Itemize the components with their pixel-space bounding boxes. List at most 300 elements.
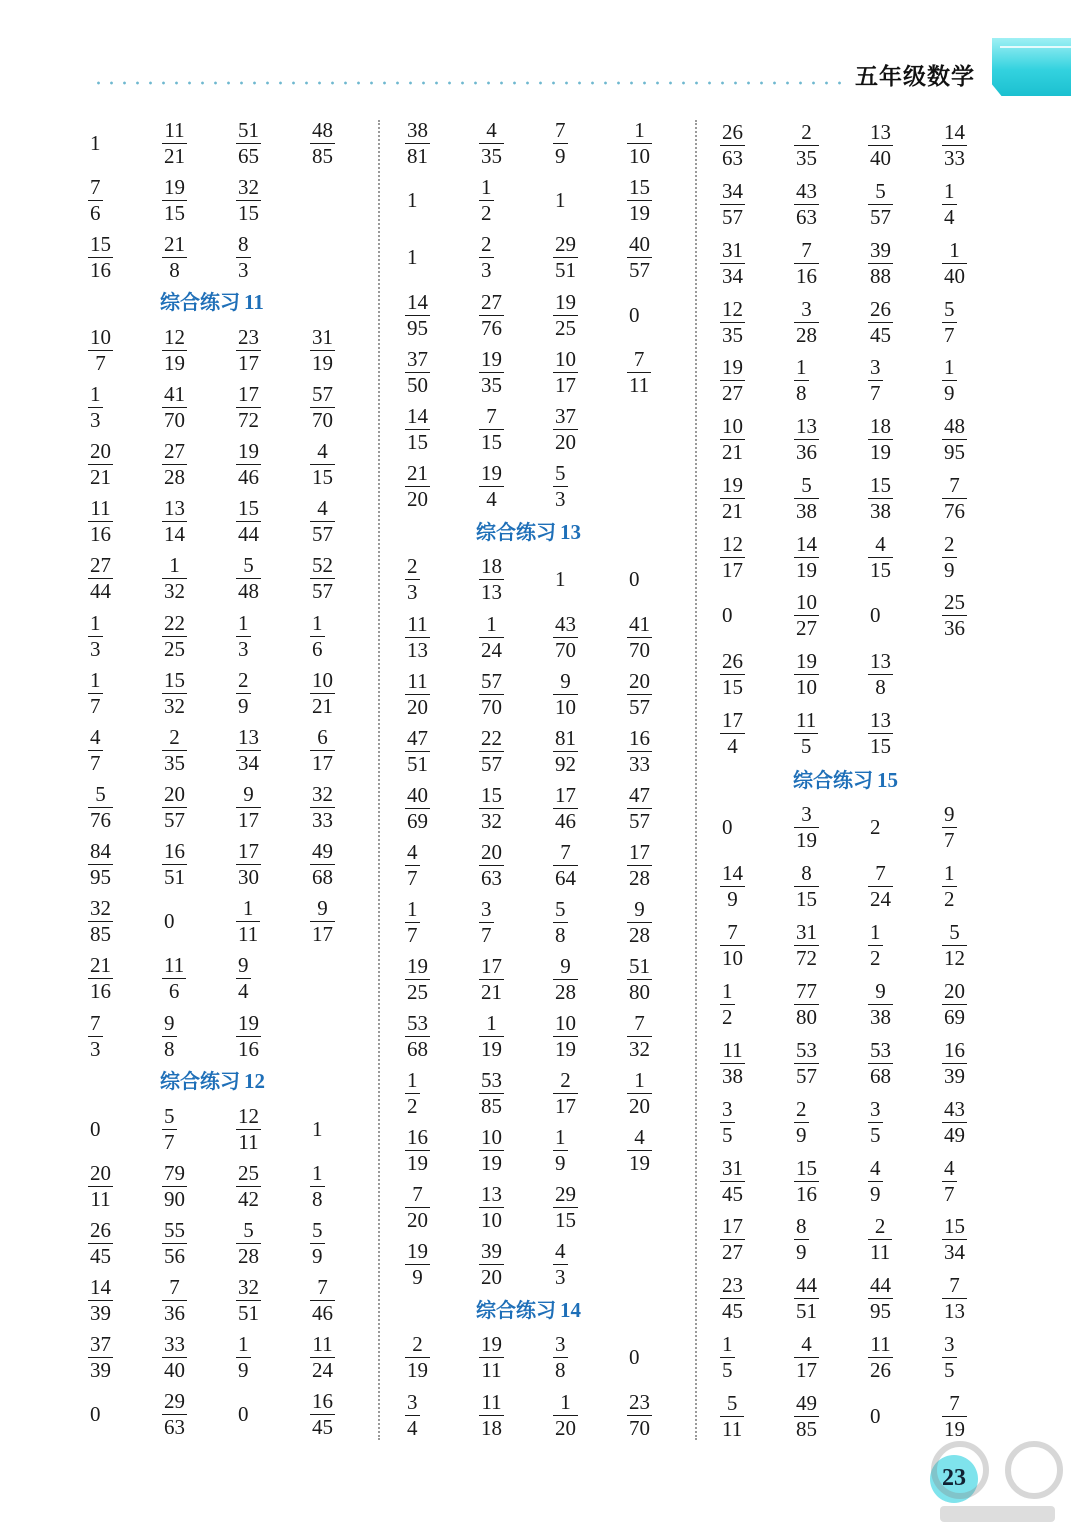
numerator: 53 [870, 1037, 891, 1062]
answer-cell [236, 1275, 296, 1325]
answer-cell [553, 1390, 613, 1440]
numerator: 84 [90, 838, 111, 863]
numerator: 26 [722, 119, 743, 144]
answer-row [720, 179, 1010, 229]
answer-cell [162, 839, 222, 889]
answer-cell [162, 382, 222, 432]
denominator: 16 [90, 521, 111, 546]
answer-cell [794, 1214, 854, 1264]
answer-cell [236, 118, 296, 168]
answer-cell [553, 461, 613, 511]
numerator: 32 [90, 895, 111, 920]
numerator: 38 [407, 117, 428, 142]
answer-cell [479, 554, 539, 604]
answer-cell [479, 461, 539, 511]
numerator: 44 [870, 1272, 891, 1297]
answer-cell [720, 920, 780, 970]
fraction [479, 953, 504, 1004]
answer-cell [162, 1389, 222, 1439]
fraction [310, 438, 335, 489]
denominator: 38 [722, 1063, 743, 1088]
numerator: 10 [481, 1124, 502, 1149]
numerator: 21 [407, 460, 428, 485]
answer-cell [405, 461, 465, 511]
numerator: 2 [801, 119, 812, 144]
numerator: 2 [238, 667, 249, 692]
fraction [88, 381, 103, 432]
fraction [720, 707, 745, 758]
numerator: 9 [243, 781, 254, 806]
fraction [868, 178, 893, 229]
denominator: 21 [481, 979, 502, 1004]
numerator: 11 [407, 668, 428, 693]
answer-cell [479, 612, 539, 662]
denominator: 57 [796, 1063, 817, 1088]
answer-row [720, 920, 1010, 970]
numerator: 3 [481, 896, 492, 921]
denominator: 28 [629, 922, 650, 947]
denominator: 15 [481, 429, 502, 454]
numerator: 18 [870, 413, 891, 438]
numerator: 7 [555, 117, 566, 142]
answer-row [405, 897, 695, 947]
denominator: 45 [90, 1243, 111, 1268]
numerator: 7 [801, 237, 812, 262]
numerator: 37 [555, 403, 576, 428]
numerator: 21 [90, 952, 111, 977]
fraction [627, 174, 652, 225]
answer-cell [236, 232, 296, 282]
answer-cell [794, 1332, 854, 1382]
fraction [162, 667, 187, 718]
denominator: 2 [870, 945, 881, 970]
fraction [88, 1331, 113, 1382]
numerator: 7 [169, 1274, 180, 1299]
answer-cell [310, 1161, 370, 1211]
numerator: 11 [164, 952, 185, 977]
denominator: 39 [90, 1357, 111, 1382]
numerator: 4 [90, 724, 101, 749]
answer-row [405, 404, 695, 454]
answer-cell [553, 669, 613, 719]
numerator: 16 [312, 1388, 333, 1413]
answer-cell [405, 726, 465, 776]
fraction [942, 919, 967, 970]
numerator: 7 [633, 346, 645, 371]
answer-cell [942, 979, 1002, 1029]
fraction [720, 1096, 735, 1147]
answer-cell [720, 120, 780, 170]
numerator: 9 [560, 953, 571, 978]
denominator: 51 [164, 864, 185, 889]
answer-cell [88, 1161, 148, 1211]
fraction [553, 1067, 578, 1118]
answer-cell [794, 802, 854, 852]
fraction [405, 403, 430, 454]
denominator: 70 [555, 637, 576, 662]
numerator: 5 [726, 1390, 738, 1415]
numerator: 8 [796, 1213, 807, 1238]
fraction [479, 460, 504, 511]
numerator: 5 [801, 472, 812, 497]
numerator: 21 [164, 231, 185, 256]
fraction [720, 237, 745, 288]
fraction [868, 1331, 893, 1382]
numerator: 5 [243, 1217, 254, 1242]
answer-cell [236, 1389, 296, 1439]
answer-cell [794, 532, 854, 582]
fraction [479, 839, 504, 890]
answer-cell [720, 355, 780, 405]
numerator: 37 [407, 346, 428, 371]
whole-number: 1 [407, 187, 418, 212]
answer-cell [553, 612, 613, 662]
answer-cell [942, 1273, 1002, 1323]
answer-cell [236, 1218, 296, 1268]
answer-cell [942, 355, 1002, 405]
denominator: 9 [555, 143, 566, 168]
denominator: 7 [90, 750, 101, 775]
answer-row [88, 896, 378, 946]
numerator: 13 [796, 413, 817, 438]
fraction [942, 801, 957, 852]
denominator: 95 [944, 439, 965, 464]
page-number: 23 [942, 1465, 966, 1491]
fraction [405, 460, 430, 511]
answer-cell [942, 179, 1002, 229]
denominator: 21 [164, 143, 185, 168]
answer-cell [479, 1390, 539, 1440]
denominator: 26 [870, 1357, 891, 1382]
answer-cell [868, 1038, 928, 1088]
answer-row [720, 1332, 1010, 1382]
fraction [479, 117, 504, 168]
answer-row [720, 802, 1010, 852]
fraction [162, 381, 187, 432]
denominator: 20 [407, 694, 428, 719]
answer-cell [553, 783, 613, 833]
denominator: 20 [481, 1264, 502, 1289]
answer-cell [236, 725, 296, 775]
numerator: 4 [317, 495, 328, 520]
answer-cell [310, 668, 370, 718]
denominator: 57 [629, 257, 650, 282]
numerator: 81 [555, 725, 576, 750]
fraction [553, 839, 578, 890]
numerator: 1 [238, 610, 249, 635]
fraction [868, 119, 893, 170]
fraction [794, 707, 818, 758]
denominator: 20 [555, 1415, 576, 1440]
numerator: 1 [90, 610, 101, 635]
fraction [88, 952, 113, 1003]
numerator: 14 [944, 119, 965, 144]
denominator: 35 [481, 143, 502, 168]
answer-cell [720, 1038, 780, 1088]
numerator: 20 [481, 839, 502, 864]
fraction [794, 413, 819, 464]
fraction [553, 896, 568, 947]
denominator: 21 [90, 464, 111, 489]
numerator: 11 [164, 117, 185, 142]
fraction [794, 119, 819, 170]
answer-cell [868, 590, 928, 640]
fraction [405, 839, 420, 890]
fraction [868, 237, 893, 288]
answer-row [88, 325, 378, 375]
denominator: 69 [407, 808, 428, 833]
denominator: 3 [238, 257, 249, 282]
fraction [479, 1181, 504, 1232]
answer-cell [479, 404, 539, 454]
numerator: 5 [95, 781, 106, 806]
fraction [942, 860, 957, 911]
denominator: 36 [164, 1300, 185, 1325]
numerator: 9 [238, 952, 249, 977]
answer-cell [553, 726, 613, 776]
denominator: 63 [164, 1414, 185, 1439]
numerator: 1 [486, 1010, 497, 1035]
answer-cell [162, 782, 222, 832]
numerator: 13 [870, 648, 891, 673]
denominator: 6 [162, 978, 186, 1002]
answer-cell [405, 897, 465, 947]
fraction [162, 1388, 187, 1439]
fraction [553, 231, 578, 282]
numerator: 43 [944, 1096, 965, 1121]
answer-cell [627, 954, 687, 1004]
answer-cell [868, 532, 928, 582]
answer-cell [236, 553, 296, 603]
answer-cell [868, 179, 928, 229]
fraction [162, 324, 187, 375]
answer-row [88, 782, 378, 832]
fraction [236, 667, 251, 718]
numerator: 40 [407, 782, 428, 807]
answer-row [405, 554, 695, 604]
numerator: 43 [796, 178, 817, 203]
fraction [162, 174, 187, 225]
answer-cell [627, 783, 687, 833]
answer-cell [942, 590, 1002, 640]
denominator: 27 [796, 615, 817, 640]
numerator: 17 [722, 1213, 743, 1238]
numerator: 19 [164, 174, 185, 199]
answer-cell [868, 861, 928, 911]
fraction [942, 1390, 967, 1441]
numerator: 19 [407, 953, 428, 978]
answer-cell [868, 708, 928, 758]
denominator: 4 [407, 1415, 418, 1440]
denominator: 3 [481, 257, 492, 282]
fraction [794, 589, 819, 640]
denominator: 21 [722, 439, 743, 464]
column-divider-1 [378, 120, 380, 1440]
denominator: 9 [405, 1264, 430, 1288]
answer-cell [479, 783, 539, 833]
denominator: 5 [794, 733, 818, 757]
fraction [627, 896, 652, 947]
fraction [236, 1274, 261, 1325]
fraction [553, 1331, 568, 1382]
denominator: 64 [555, 865, 576, 890]
denominator: 10 [481, 1207, 502, 1232]
fraction [627, 231, 652, 282]
answer-cell [405, 612, 465, 662]
fraction [236, 610, 251, 661]
answer-cell [720, 179, 780, 229]
answer-cell [794, 1097, 854, 1147]
denominator: 38 [870, 498, 891, 523]
numerator: 14 [90, 1274, 111, 1299]
fraction [405, 611, 430, 662]
answer-cell [162, 611, 222, 661]
answer-cell [942, 297, 1002, 347]
answer-cell [405, 175, 465, 225]
fraction [942, 978, 967, 1029]
denominator: 72 [238, 407, 259, 432]
answer-cell [868, 1332, 928, 1382]
numerator: 10 [722, 413, 743, 438]
answer-row [405, 118, 695, 168]
answer-cell [627, 1011, 687, 1061]
numerator: 2 [412, 1331, 423, 1356]
fraction [88, 838, 113, 889]
denominator: 17 [555, 1093, 576, 1118]
denominator: 15 [796, 886, 817, 911]
denominator: 9 [796, 1239, 807, 1264]
denominator: 17 [312, 750, 333, 775]
numerator: 27 [481, 289, 502, 314]
answer-cell [942, 1038, 1002, 1088]
numerator: 4 [555, 1238, 566, 1263]
fraction [794, 801, 819, 852]
fraction [162, 1010, 177, 1061]
denominator: 7 [944, 1181, 955, 1206]
answer-row [88, 611, 378, 661]
section-heading [160, 287, 264, 317]
answer-cell [88, 782, 148, 832]
fraction [627, 1124, 652, 1175]
fraction [479, 1389, 504, 1440]
answer-cell [627, 1390, 687, 1440]
denominator: 68 [870, 1063, 891, 1088]
denominator: 19 [481, 1150, 502, 1175]
answer-row [88, 118, 378, 168]
answer-cell [720, 414, 780, 464]
answer-cell [794, 473, 854, 523]
answer-row [720, 1391, 1010, 1441]
denominator: 9 [944, 380, 955, 405]
denominator: 19 [944, 1416, 965, 1441]
fraction [479, 1331, 504, 1382]
answer-cell [88, 382, 148, 432]
denominator: 10 [555, 694, 576, 719]
denominator: 8 [796, 380, 807, 405]
denominator: 6 [90, 200, 101, 225]
numerator: 10 [555, 1010, 576, 1035]
answer-cell [479, 1011, 539, 1061]
numerator: 10 [312, 667, 333, 692]
answer-cell [720, 532, 780, 582]
answer-cell [405, 1068, 465, 1118]
numerator: 11 [90, 495, 111, 520]
answer-row [720, 1273, 1010, 1323]
fraction [162, 952, 186, 1003]
numerator: 39 [481, 1238, 502, 1263]
denominator: 3 [90, 407, 101, 432]
answer-cell [88, 1011, 148, 1061]
numerator: 2 [407, 553, 418, 578]
fraction [553, 460, 568, 511]
numerator: 29 [555, 1181, 576, 1206]
denominator: 19 [629, 200, 650, 225]
fraction [868, 648, 893, 699]
denominator: 32 [481, 808, 502, 833]
denominator: 45 [312, 1414, 333, 1439]
fraction [794, 648, 819, 699]
numerator: 57 [312, 381, 333, 406]
numerator: 7 [634, 1010, 645, 1035]
answer-cell [88, 325, 148, 375]
fraction [162, 781, 187, 832]
numerator: 32 [238, 1274, 259, 1299]
numerator: 13 [870, 707, 891, 732]
numerator: 2 [796, 1096, 807, 1121]
denominator: 70 [629, 1415, 650, 1440]
answer-cell [720, 297, 780, 347]
answer-cell [720, 979, 780, 1029]
fraction [236, 952, 251, 1003]
answer-cell [868, 802, 928, 852]
denominator: 8 [555, 922, 566, 947]
answer-row [88, 1332, 378, 1382]
fraction [942, 1213, 967, 1264]
answer-cell [88, 553, 148, 603]
fraction [236, 838, 261, 889]
answer-row [720, 1097, 1010, 1147]
answer-cell [720, 861, 780, 911]
fraction [310, 1274, 335, 1325]
numerator: 13 [870, 119, 891, 144]
numerator: 31 [722, 237, 743, 262]
answer-cell [794, 297, 854, 347]
answer-row [720, 414, 1010, 464]
fraction [553, 117, 568, 168]
answer-cell [162, 1161, 222, 1211]
denominator: 32 [164, 578, 185, 603]
numerator: 15 [164, 667, 185, 692]
numerator: 17 [555, 782, 576, 807]
answer-cell [553, 840, 613, 890]
fraction [236, 724, 261, 775]
denominator: 32 [164, 693, 185, 718]
numerator: 1 [634, 117, 645, 142]
numerator: 12 [164, 324, 185, 349]
answer-cell [942, 1156, 1002, 1206]
answer-cell [162, 668, 222, 718]
denominator: 13 [944, 1298, 965, 1323]
fraction [942, 237, 967, 288]
answer-cell [627, 612, 687, 662]
denominator: 21 [312, 693, 333, 718]
denominator: 19 [481, 1036, 502, 1061]
whole-number: 1 [555, 187, 566, 212]
answer-cell [162, 1332, 222, 1382]
fraction [236, 324, 261, 375]
answer-row [720, 532, 1010, 582]
denominator: 19 [555, 1036, 576, 1061]
